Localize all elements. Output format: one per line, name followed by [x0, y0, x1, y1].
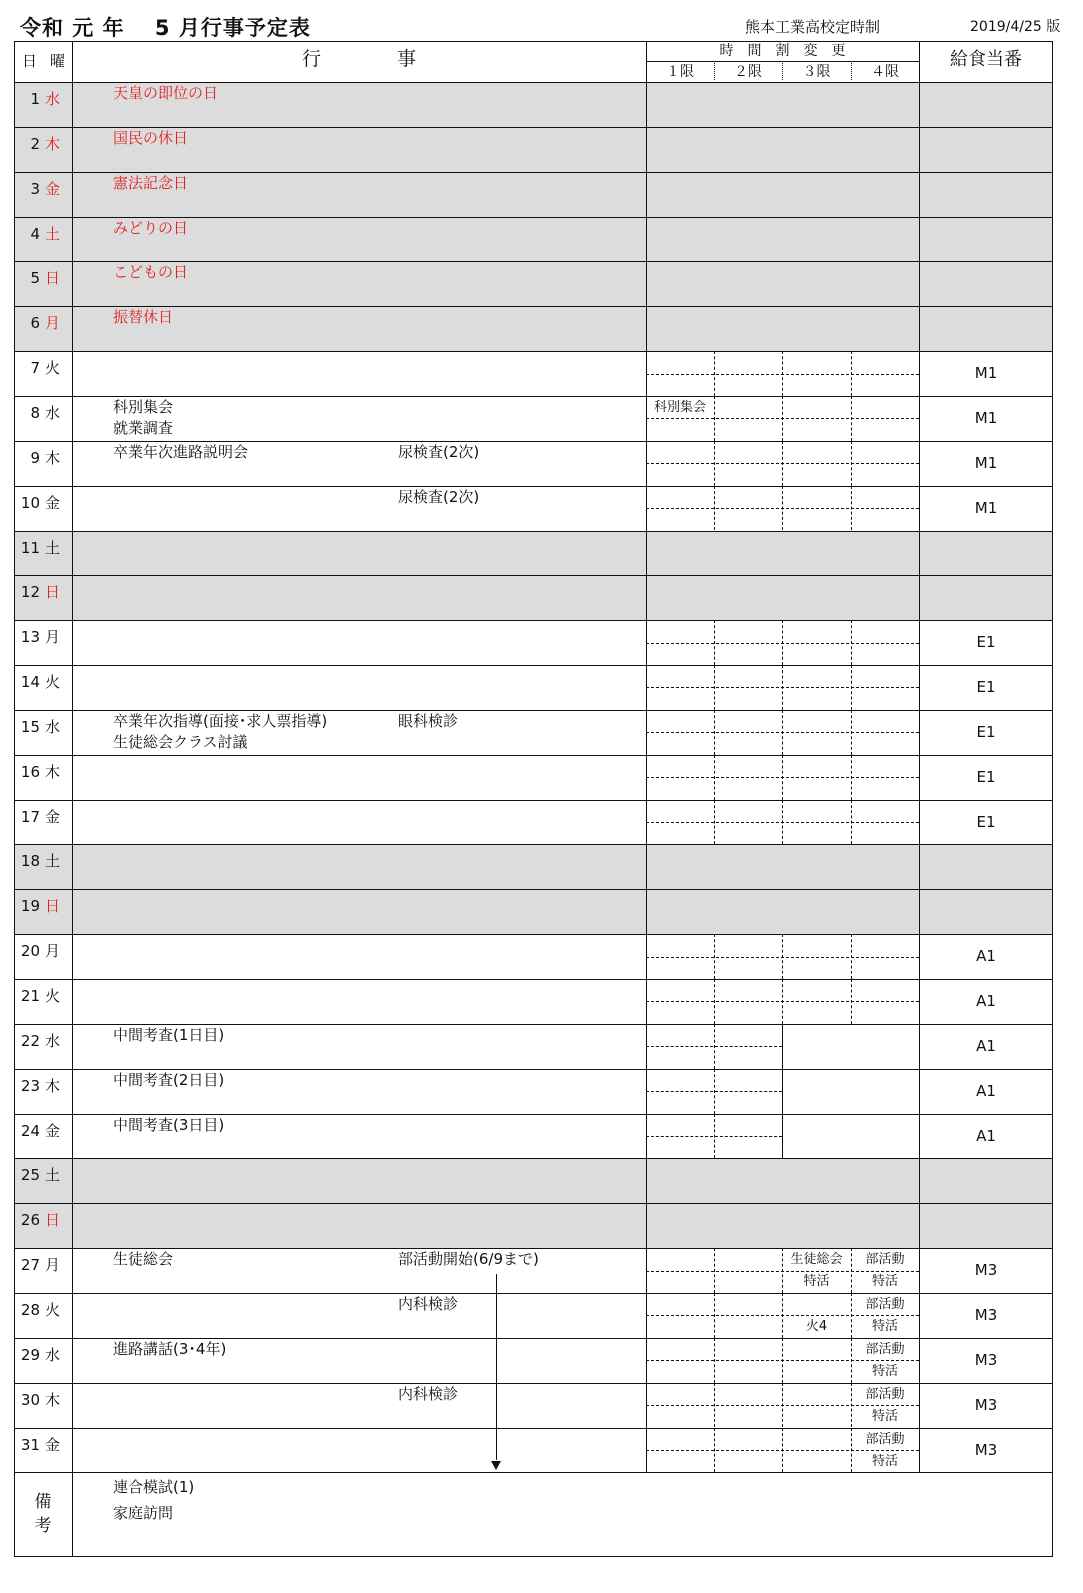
lunch-duty: E1	[976, 767, 996, 786]
lunch-duty: M3	[974, 1305, 998, 1324]
period-cell-text: 特活	[871, 1274, 898, 1290]
day-number: 8	[30, 403, 40, 422]
event-text: 内科検診	[398, 1384, 459, 1403]
lunch-duty: A1	[976, 1126, 996, 1145]
event-text: 進路講話(3･4年)	[113, 1339, 227, 1358]
period-cell-text: 生徒総会	[790, 1252, 843, 1268]
lunch-duty: M3	[974, 1440, 998, 1459]
remarks-label: 考	[34, 1516, 52, 1537]
day-number: 18	[20, 852, 40, 871]
day-number: 14	[20, 673, 40, 692]
lunch-duty: M1	[974, 364, 998, 383]
lunch-duty: E1	[976, 722, 996, 741]
lunch-duty: M1	[974, 408, 998, 427]
lunch-duty: M3	[974, 1261, 998, 1280]
period-cell-text: 火4	[805, 1318, 828, 1334]
weekday: 金	[45, 179, 61, 198]
period-cell-text: 特活	[871, 1453, 898, 1469]
day-number: 12	[20, 583, 40, 602]
col-header-period-1: １限	[666, 64, 694, 80]
page-title: 令和 元 年 5 月行事予定表	[20, 16, 311, 40]
weekday: 金	[45, 1435, 61, 1454]
lunch-duty: A1	[976, 1036, 996, 1055]
event-text: 国民の休日	[113, 128, 189, 147]
weekday: 月	[45, 314, 61, 333]
weekday: 水	[45, 1031, 61, 1050]
event-text: 天皇の即位の日	[113, 84, 219, 102]
lunch-duty: E1	[976, 678, 996, 697]
day-number: 13	[20, 628, 40, 647]
day-number: 16	[20, 762, 40, 781]
lunch-duty: E1	[976, 633, 996, 652]
day-number: 25	[20, 1166, 40, 1185]
period-cell-text: 部活動	[865, 1431, 905, 1447]
remarks-label: 備	[34, 1492, 52, 1513]
weekday: 水	[45, 1345, 61, 1364]
lunch-duty: M1	[974, 498, 998, 517]
day-number: 9	[30, 448, 40, 467]
event-text: 生徒総会	[113, 1250, 174, 1269]
period-cell-text: 部活動	[865, 1252, 905, 1268]
col-header-period-2: ２限	[734, 64, 762, 80]
weekday: 土	[45, 1166, 61, 1185]
weekday: 金	[45, 1121, 61, 1140]
weekday: 日	[45, 1211, 61, 1230]
day-number: 6	[30, 314, 40, 333]
lunch-duty: A1	[976, 992, 996, 1010]
weekday: 水	[45, 403, 61, 422]
day-number: 5	[30, 269, 40, 288]
event-text: 中間考査(3日目)	[113, 1115, 225, 1134]
event-text: 部活動開始(6/9まで)	[398, 1250, 539, 1269]
period-cell-text: 特活	[871, 1318, 898, 1334]
col-header-lunch: 給食当番	[950, 49, 1022, 70]
weekday: 火	[45, 987, 61, 1005]
weekday: 月	[45, 628, 61, 647]
day-number: 15	[20, 717, 40, 736]
weekday: 火	[45, 359, 61, 378]
col-header-period-4: ４限	[871, 64, 899, 80]
period-cell-text: 部活動	[865, 1296, 905, 1312]
event-text: 内科検診	[398, 1294, 459, 1313]
event-text: 眼科検診	[398, 711, 459, 730]
period-cell-text: 特活	[803, 1274, 830, 1290]
weekday: 火	[45, 673, 61, 692]
weekday: 木	[45, 762, 61, 781]
day-number: 1	[30, 90, 40, 108]
day-number: 4	[30, 224, 40, 243]
event-text: 中間考査(2日目)	[113, 1070, 225, 1089]
day-number: 24	[20, 1121, 40, 1140]
day-number: 30	[20, 1390, 40, 1409]
weekday: 日	[45, 583, 61, 602]
weekday: 木	[45, 1076, 61, 1095]
weekday: 木	[45, 448, 61, 467]
day-number: 28	[20, 1300, 40, 1319]
lunch-duty: A1	[976, 1081, 996, 1100]
lunch-duty: M3	[974, 1395, 998, 1414]
day-number: 23	[20, 1076, 40, 1095]
period-cell-text: 部活動	[865, 1341, 905, 1357]
weekday: 土	[45, 852, 61, 871]
lunch-duty: A1	[976, 947, 996, 966]
day-number: 2	[30, 134, 40, 153]
day-number: 7	[30, 359, 40, 378]
period-cell-text: 特活	[871, 1408, 898, 1424]
remarks-item: 連合模試(1)	[113, 1478, 195, 1497]
weekday: 土	[45, 538, 61, 557]
day-number: 19	[20, 897, 40, 916]
weekday: 日	[45, 897, 61, 916]
lunch-duty: E1	[976, 812, 996, 831]
event-text: 振替休日	[113, 308, 174, 327]
lunch-duty: M3	[974, 1350, 998, 1369]
day-number: 26	[20, 1211, 40, 1230]
weekday: 月	[45, 1256, 61, 1275]
schedule-table	[14, 41, 1068, 1583]
school-name: 熊本工業高校定時制	[745, 18, 881, 36]
weekday: 木	[45, 134, 61, 153]
day-number: 27	[20, 1256, 40, 1275]
version-date: 2019/4/25 版	[970, 19, 1061, 35]
day-number: 31	[20, 1435, 40, 1454]
col-header-timetable: 時 間 割 変 更	[719, 43, 846, 59]
col-header-events: 行 事	[301, 48, 416, 70]
event-text: 憲法記念日	[113, 173, 189, 192]
lunch-duty: M1	[974, 453, 998, 472]
table-frame	[14, 41, 1053, 1557]
weekday: 金	[45, 493, 61, 512]
weekday: 水	[45, 90, 61, 108]
period-cell-text: 部活動	[865, 1386, 905, 1402]
day-number: 17	[20, 807, 40, 826]
period-cell-text: 科別集会	[653, 399, 706, 415]
weekday: 水	[45, 717, 61, 736]
event-text: 尿検査(2次)	[398, 487, 480, 506]
day-number: 29	[20, 1345, 40, 1364]
day-number: 11	[20, 538, 40, 557]
event-text: 就業調査	[113, 418, 174, 437]
event-text: 科別集会	[113, 397, 174, 416]
weekday: 月	[45, 942, 61, 961]
col-header-dow: 曜	[50, 52, 66, 70]
day-number: 22	[20, 1031, 40, 1050]
event-text: こどもの日	[113, 263, 189, 282]
weekday: 木	[45, 1390, 61, 1409]
event-text: 生徒総会クラス討議	[113, 732, 248, 751]
day-number: 21	[20, 987, 40, 1005]
event-text: みどりの日	[113, 218, 189, 237]
weekday: 火	[45, 1300, 61, 1319]
event-text: 卒業年次進路説明会	[113, 442, 249, 461]
col-header-period-3: ３限	[802, 64, 831, 80]
day-number: 3	[30, 179, 40, 198]
remarks-item: 家庭訪問	[113, 1504, 174, 1523]
event-text: 卒業年次指導(面接･求人票指導)	[113, 711, 328, 730]
day-number: 10	[20, 493, 40, 512]
col-header-day: 日	[22, 52, 38, 70]
period-cell-text: 特活	[871, 1363, 898, 1379]
day-number: 20	[20, 942, 40, 961]
event-text: 尿検査(2次)	[398, 442, 480, 461]
event-text: 中間考査(1日目)	[113, 1025, 225, 1044]
weekday: 土	[45, 224, 61, 243]
weekday: 日	[45, 269, 61, 288]
weekday: 金	[45, 807, 61, 826]
